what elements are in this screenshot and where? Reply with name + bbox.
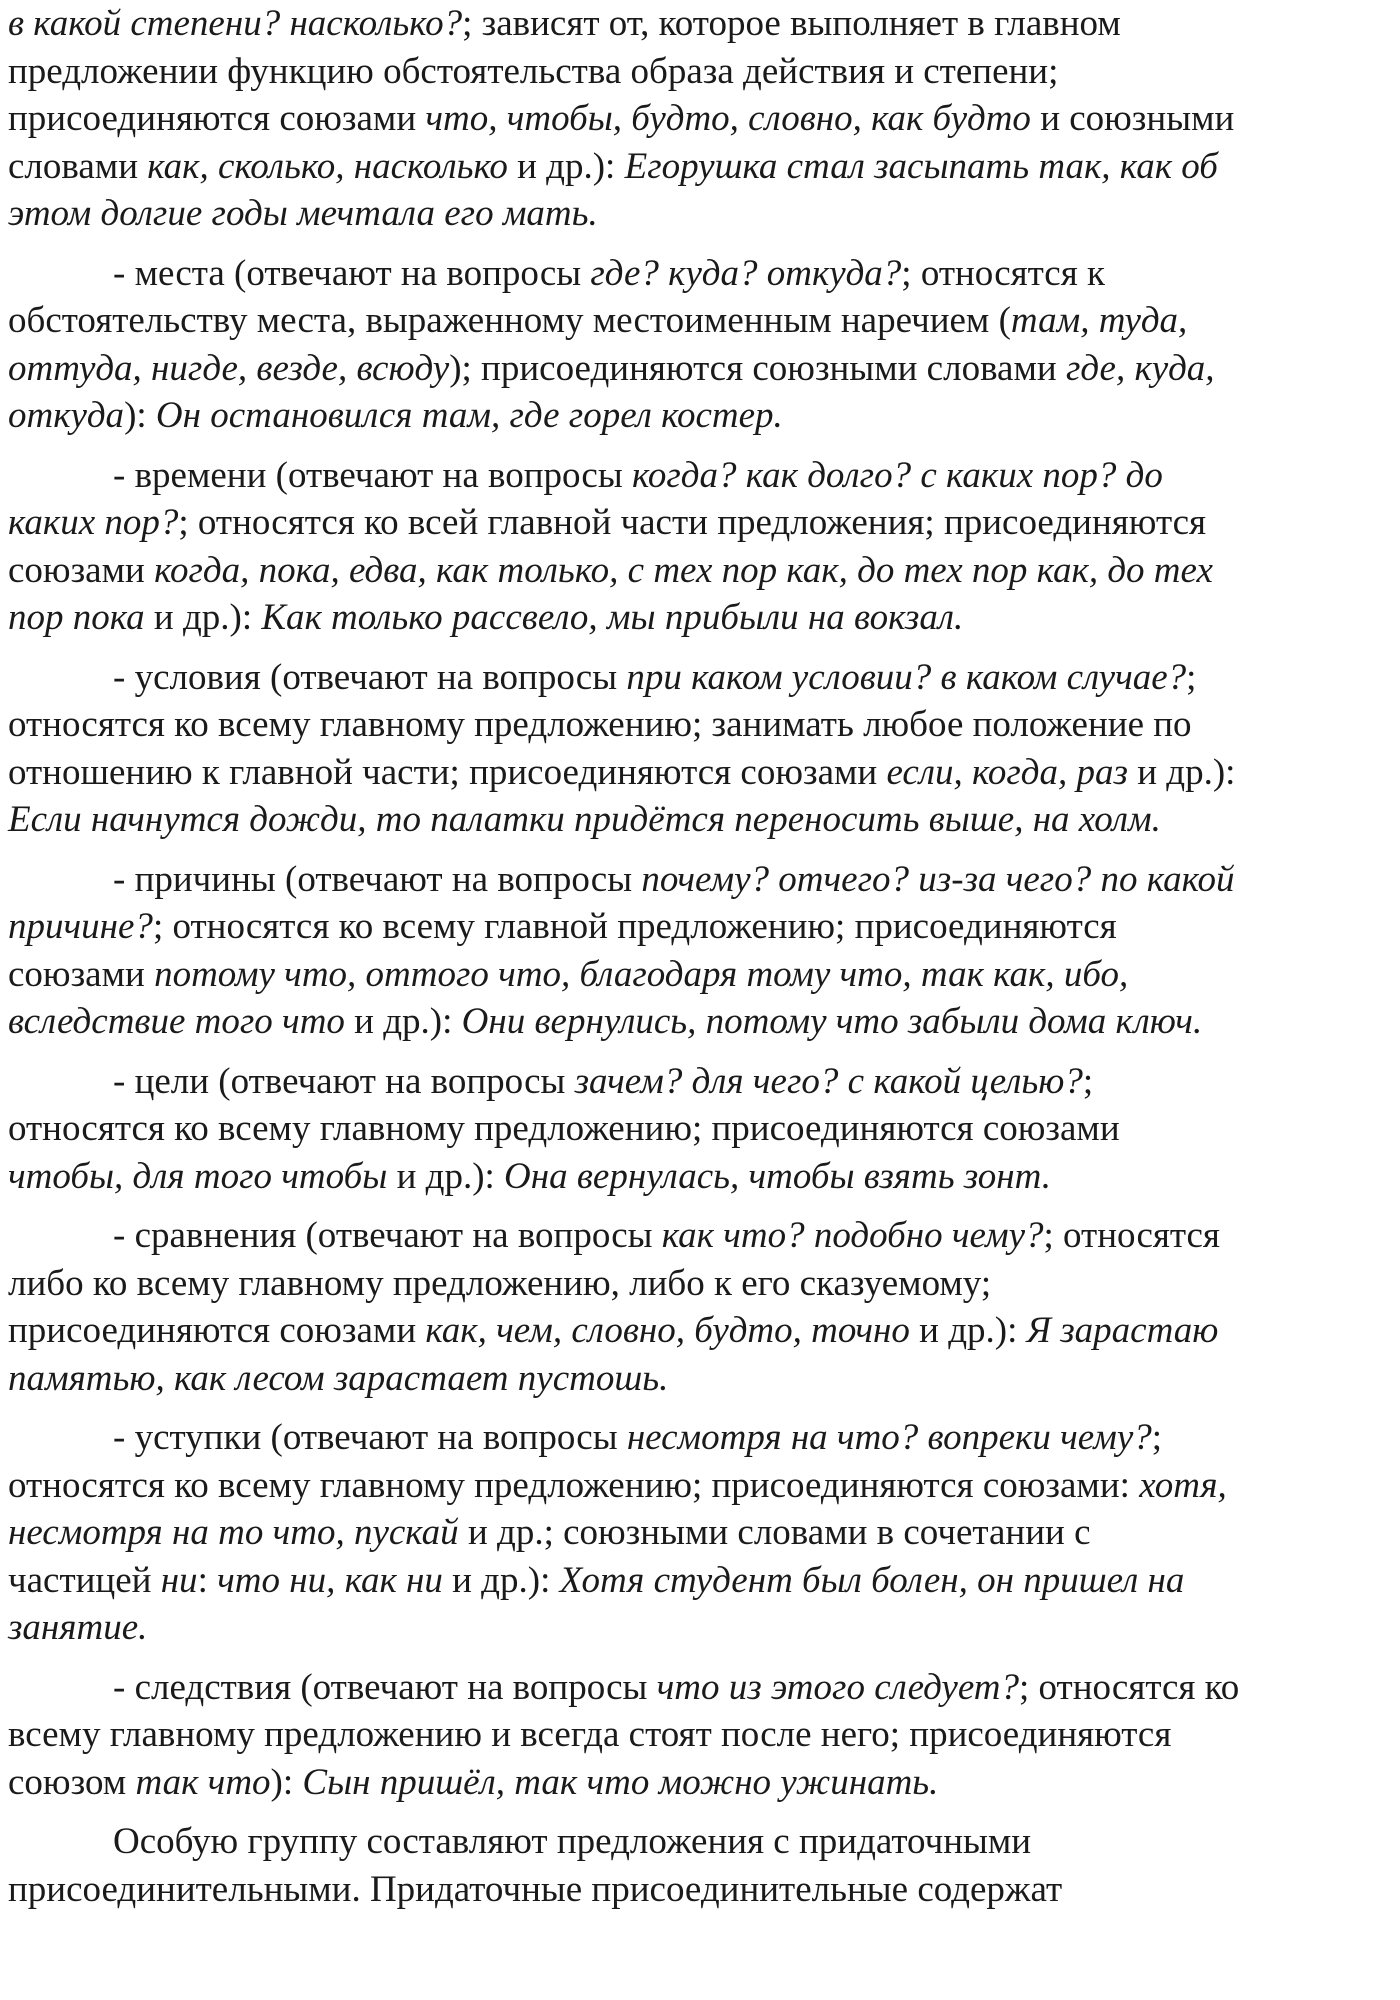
text-run: и др.):	[507, 145, 625, 187]
text-run: ; относятся к	[901, 252, 1105, 294]
text-run: присоединяются союзами	[8, 98, 426, 139]
text-run: и др.):	[1127, 751, 1236, 793]
text-run: относятся ко всему главному предложению; занимать любое положение по	[8, 704, 1192, 745]
paragraph-gap	[8, 1402, 1388, 1414]
italic-text-run: при каком условии? в каком случае?	[626, 656, 1187, 698]
italic-text-run: занятие.	[8, 1607, 148, 1648]
italic-text-run: что, чтобы, будто, словно, как будто	[425, 98, 1031, 139]
italic-text-run: если, когда, раз	[886, 751, 1128, 793]
italic-text-run: ни	[160, 1559, 198, 1601]
paragraph-gap	[8, 238, 1388, 250]
text-run: и союзными	[1030, 98, 1235, 139]
paragraph-condition	[8, 654, 1388, 844]
italic-text-run: чтобы, для того чтобы	[8, 1155, 388, 1197]
italic-text-run: хотя,	[1139, 1464, 1227, 1506]
text-run: отношению к главной части; присоединяются союзами	[8, 751, 887, 793]
text-run: и др.):	[144, 597, 262, 638]
italic-text-run: Егорушка стал засыпать так, как об	[624, 145, 1218, 187]
text-run: ):	[124, 395, 156, 436]
text-run: присоединительными. Придаточные присоединительные содержат	[8, 1868, 1063, 1910]
paragraph-manner-degree-continued	[8, 0, 1388, 238]
paragraph-gap	[8, 1652, 1388, 1664]
italic-text-run: Он остановился там, где горел костер.	[155, 395, 783, 436]
text-run: ; относятся ко всей главной части предложения; присоединяются	[178, 502, 1207, 543]
italic-text-run: Если начнутся дожди, то палатки придётся переносить выше, на холм.	[8, 799, 1161, 840]
italic-text-run: там, туда,	[1010, 300, 1188, 341]
italic-text-run: памятью, как лесом зарастает пустошь.	[8, 1357, 669, 1399]
text-run: ; относятся ко всему главной предложению; присоединяются	[152, 906, 1117, 947]
italic-text-run: когда, пока, едва, как только, с тех пор как, до тех пор как, до тех	[154, 549, 1213, 591]
text-run: и др.):	[387, 1155, 505, 1197]
italic-text-run: откуда	[8, 395, 125, 436]
text-run: ; относятся	[1043, 1215, 1220, 1256]
text-run: :	[197, 1559, 218, 1601]
italic-text-run: пор пока	[8, 597, 145, 638]
italic-text-run: Я зарастаю	[1026, 1310, 1219, 1351]
text-run: - цели (отвечают на вопросы	[113, 1060, 575, 1102]
text-run: - уступки (отвечают на вопросы	[113, 1417, 627, 1458]
italic-text-run: Хотя студент был болен, он пришел на	[559, 1559, 1185, 1601]
italic-text-run: что ни, как ни	[217, 1559, 443, 1601]
text-run: всему главному предложению и всегда стоят после него; присоединяются	[8, 1714, 1172, 1755]
text-run: относятся ко всему главному предложению; присоединяются союзами	[8, 1108, 1120, 1149]
text-run: и др.):	[344, 1001, 462, 1042]
italic-text-run: в какой степени? насколько?	[8, 3, 463, 44]
text-run: - времени (отвечают на вопросы	[113, 454, 632, 496]
paragraph-gap	[8, 1806, 1388, 1818]
paragraph-cause	[8, 856, 1388, 1046]
text-run: и др.):	[909, 1310, 1027, 1351]
italic-text-run: каких пор?	[8, 502, 179, 543]
italic-text-run: этом долгие годы мечтала его мать.	[8, 193, 598, 234]
paragraph-gap	[8, 1046, 1388, 1058]
paragraph-consequence	[8, 1664, 1388, 1807]
italic-text-run: Она вернулась, чтобы взять зонт.	[504, 1155, 1052, 1197]
italic-text-run: Как только рассвело, мы прибыли на вокзал.	[261, 597, 964, 638]
text-run: присоединяются союзами	[8, 1310, 426, 1351]
italic-text-run: несмотря на то что, пускай	[8, 1512, 459, 1553]
italic-text-run: вследствие того что	[8, 1001, 345, 1042]
text-run: - сравнения (отвечают на вопросы	[113, 1215, 662, 1256]
text-run: союзами	[8, 549, 155, 591]
text-run: ):	[270, 1761, 303, 1803]
italic-text-run: зачем? для чего? с какой целью?	[574, 1060, 1083, 1102]
text-run: словами	[8, 145, 148, 187]
paragraph-time	[8, 452, 1388, 642]
italic-text-run: потому что, оттого что, благодаря тому что, так как, ибо,	[154, 953, 1129, 995]
italic-text-run: причине?	[8, 906, 153, 947]
paragraph-gap	[8, 642, 1388, 654]
text-run: - причины (отвечают на вопросы	[113, 858, 642, 900]
text-run: Особую группу составляют предложения с придаточными	[113, 1821, 1032, 1862]
italic-text-run: когда? как долго? с каких пор? до	[631, 454, 1163, 496]
text-run: и др.; союзными словами в сочетании с	[458, 1512, 1091, 1553]
paragraph-gap	[8, 1200, 1388, 1212]
text-run: ; относятся ко	[1018, 1666, 1240, 1708]
italic-text-run: так что	[135, 1761, 271, 1803]
paragraph-gap	[8, 440, 1388, 452]
text-run: либо ко всему главному предложению, либо к его сказуемому;	[8, 1262, 992, 1304]
italic-text-run: как, чем, словно, будто, точно	[425, 1310, 910, 1351]
paragraph-connective-group	[8, 1818, 1388, 1913]
italic-text-run: где, куда,	[1065, 347, 1215, 389]
italic-text-run: что из этого следует?	[656, 1666, 1019, 1708]
text-run: предложении функцию обстоятельства образа действия и степени;	[8, 50, 1059, 92]
text-run: ;	[1082, 1060, 1094, 1102]
text-run: ;	[1151, 1417, 1163, 1458]
text-run: - следствия (отвечают на вопросы	[113, 1666, 657, 1708]
italic-text-run: где? куда? откуда?	[590, 252, 902, 294]
italic-text-run: почему? отчего? из-за чего? по какой	[641, 858, 1235, 900]
text-run: - места (отвечают на вопросы	[113, 252, 591, 294]
italic-text-run: Они вернулись, потому что забыли дома ключ.	[461, 1001, 1203, 1042]
paragraph-gap	[8, 844, 1388, 856]
italic-text-run: как, сколько, насколько	[147, 145, 508, 187]
paragraph-concession	[8, 1414, 1388, 1652]
italic-text-run: оттуда, нигде, везде, всюду	[8, 347, 450, 389]
document-page	[8, 0, 1388, 1913]
paragraph-comparison	[8, 1212, 1388, 1402]
text-run: союзом	[8, 1761, 136, 1803]
text-run: ; зависят от, которое выполняет в главном	[462, 3, 1121, 44]
text-run: и др.):	[442, 1559, 560, 1601]
text-run: относятся ко всему главному предложению; присоединяются союзами:	[8, 1464, 1140, 1506]
italic-text-run: несмотря на что? вопреки чему?	[626, 1417, 1152, 1458]
text-run: ); присоединяются союзными словами	[449, 347, 1066, 389]
text-run: обстоятельству места, выраженному местоименным наречием (	[8, 300, 1011, 341]
text-run: - условия (отвечают на вопросы	[113, 656, 627, 698]
text-run: союзами	[8, 953, 155, 995]
text-run: частицей	[8, 1559, 161, 1601]
paragraph-place	[8, 250, 1388, 440]
paragraph-purpose	[8, 1058, 1388, 1201]
italic-text-run: Сын пришёл, так что можно ужинать.	[302, 1761, 939, 1803]
text-run: ;	[1186, 656, 1197, 698]
italic-text-run: как что? подобно чему?	[661, 1215, 1044, 1256]
